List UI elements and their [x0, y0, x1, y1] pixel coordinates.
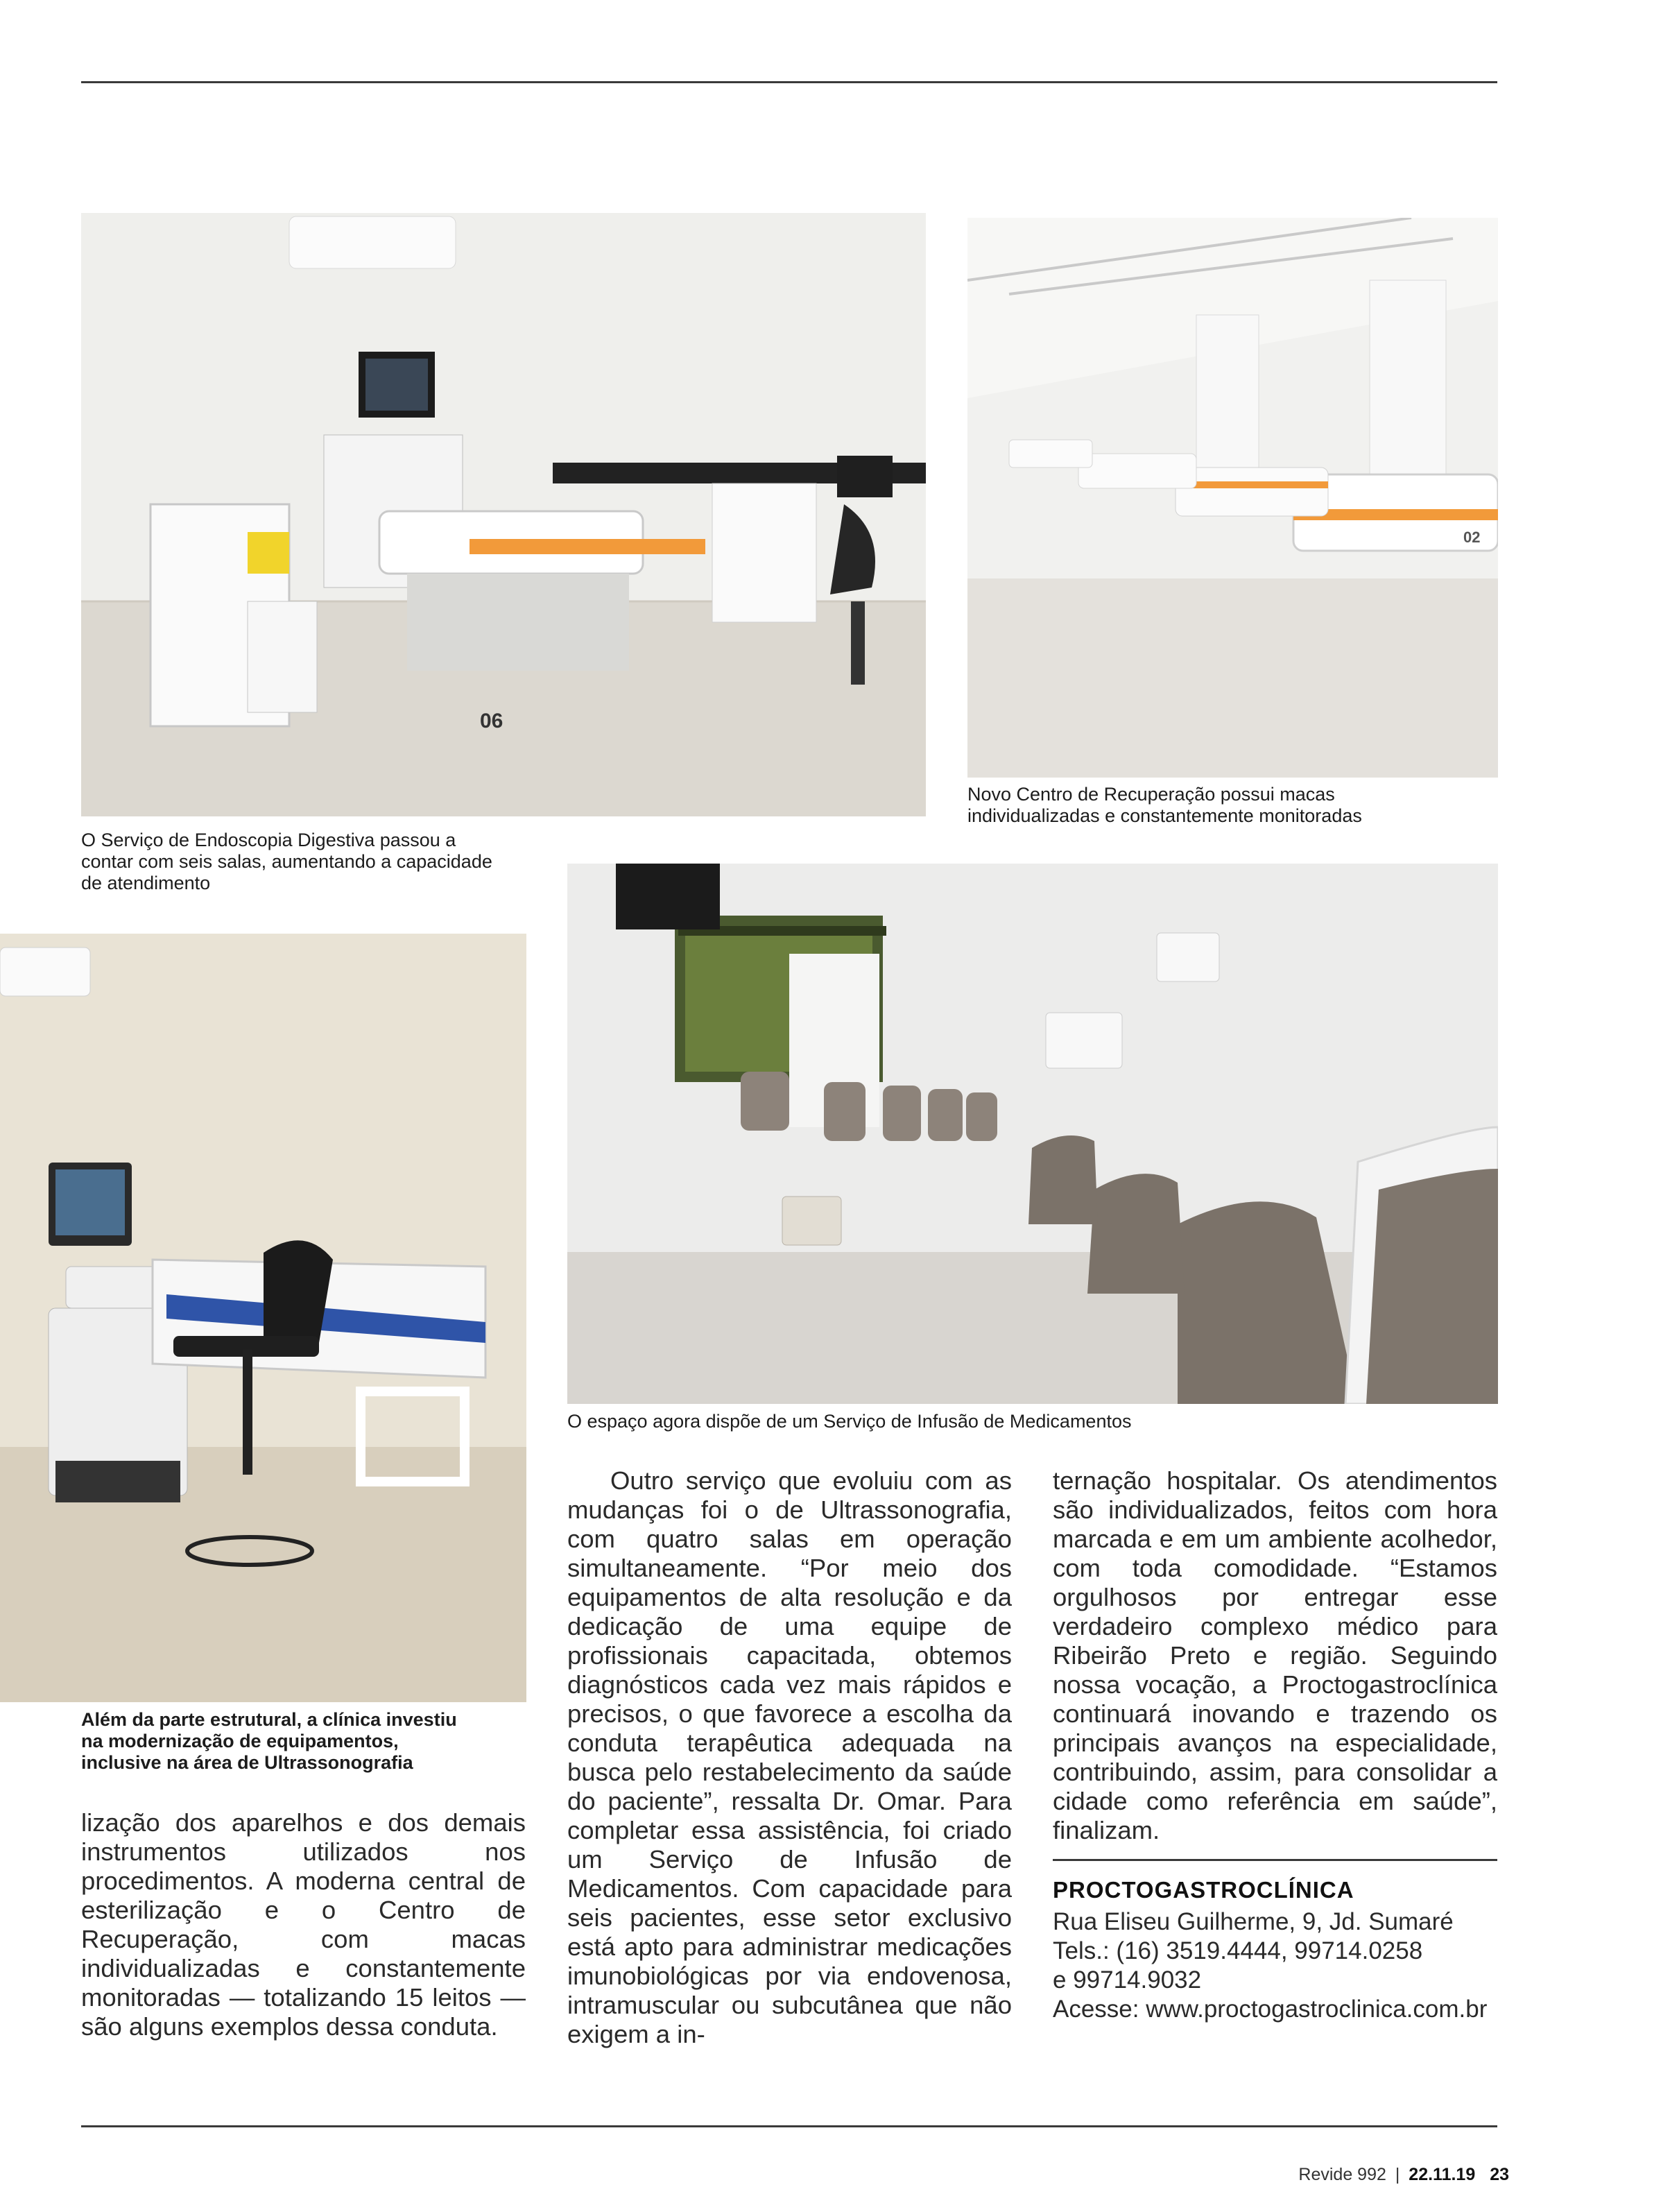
clinic-phones-2: e 99714.9032: [1053, 1966, 1202, 1994]
page-number: 23: [1490, 2165, 1509, 2184]
body-paragraph: Outro serviço que evoluiu com as mudanças foi o de Ultrassonografia, com quatro salas em operação simultaneamente. “Por meio dos equipamentos de alta resolução e da dedicação de uma equipe de profissionais capacitada, obtemos diagnósticos cada vez mais rápidos e precisos, o que favorece a escolha da conduta terapêutica adequada na busca pelo restabelecimento da saúde do paciente”, ressalta Dr. Omar. Para completar essa assistência, foi criado um Serviço de Infusão de Medicamentos. Com capacidade para seis pacientes, esse setor exclusivo está apto para administrar medicações imunobiológicas por via endovenosa, intramuscular ou subcutânea que não exigem a in-: [567, 1466, 1012, 2048]
ultrasound-room-photo: [0, 934, 526, 1702]
bed-number-label: 06: [480, 710, 503, 732]
top-rule: [81, 81, 1497, 83]
caption-infusion: O espaço agora dispõe de um Serviço de Infusão de Medicamentos: [567, 1411, 1132, 1432]
infusion-service-photo: [567, 864, 1498, 1404]
bottom-rule: [81, 2125, 1497, 2127]
issue-date: 22.11.19: [1409, 2165, 1476, 2184]
body-column-2: [567, 1466, 1012, 2049]
recovery-center-photo: [967, 218, 1498, 778]
clinic-name: PROCTOGASTROCLÍNICA: [1053, 1877, 1354, 1903]
clinic-website: Acesse: www.proctogastroclinica.com.br: [1053, 1996, 1488, 2023]
body-paragraph: lização dos aparelhos e dos demais instrumentos utilizados nos procedimentos. A moderna central de esterilização e o Centro de Recuperação, com macas individualizadas e constantemente monitoradas — totalizando 15 leitos — são alguns exemplos dessa conduta.: [81, 1808, 526, 2041]
clinic-address: Rua Eliseu Guilherme, 9, Jd. Sumaré: [1053, 1908, 1454, 1935]
endoscopy-room-photo: [81, 213, 926, 816]
bed-number-label: 02: [1463, 529, 1481, 546]
magazine-name: Revide 992: [1298, 2165, 1386, 2184]
page-footer: [1298, 2165, 1509, 2185]
clinic-phones: Tels.: (16) 3519.4444, 99714.0258: [1053, 1937, 1423, 1964]
caption-ultrasound: Além da parte estrutural, a clínica investiu na modernização de equipamentos, inclusive na área de Ultrassonografia: [81, 1709, 457, 1773]
footer-separator: |: [1395, 2165, 1400, 2184]
body-column-1: [81, 1808, 526, 2041]
infobox-rule: [1053, 1859, 1497, 1861]
contact-infobox: [1053, 1877, 1510, 2024]
caption-endoscopy: O Serviço de Endoscopia Digestiva passou a contar com seis salas, aumentando a capacidade de atendimento: [81, 830, 492, 893]
body-column-3: [1053, 1466, 1497, 1845]
caption-recovery: Novo Centro de Recuperação possui macas individualizadas e constantemente monitoradas: [967, 784, 1362, 826]
body-paragraph: ternação hospitalar. Os atendimentos são individualizados, feitos com hora marcada e em um ambiente acolhedor, com toda comodidade. “Estamos orgulhosos por entregar esse verdadeiro complexo médico para Ribeirão Preto e região. Seguindo nossa vocação, a Proctogastroclínica continuará inovando e trazendo os principais avanços na especialidade, contribuindo, assim, para consolidar a cidade como referência em saúde”, finalizam.: [1053, 1466, 1497, 1844]
